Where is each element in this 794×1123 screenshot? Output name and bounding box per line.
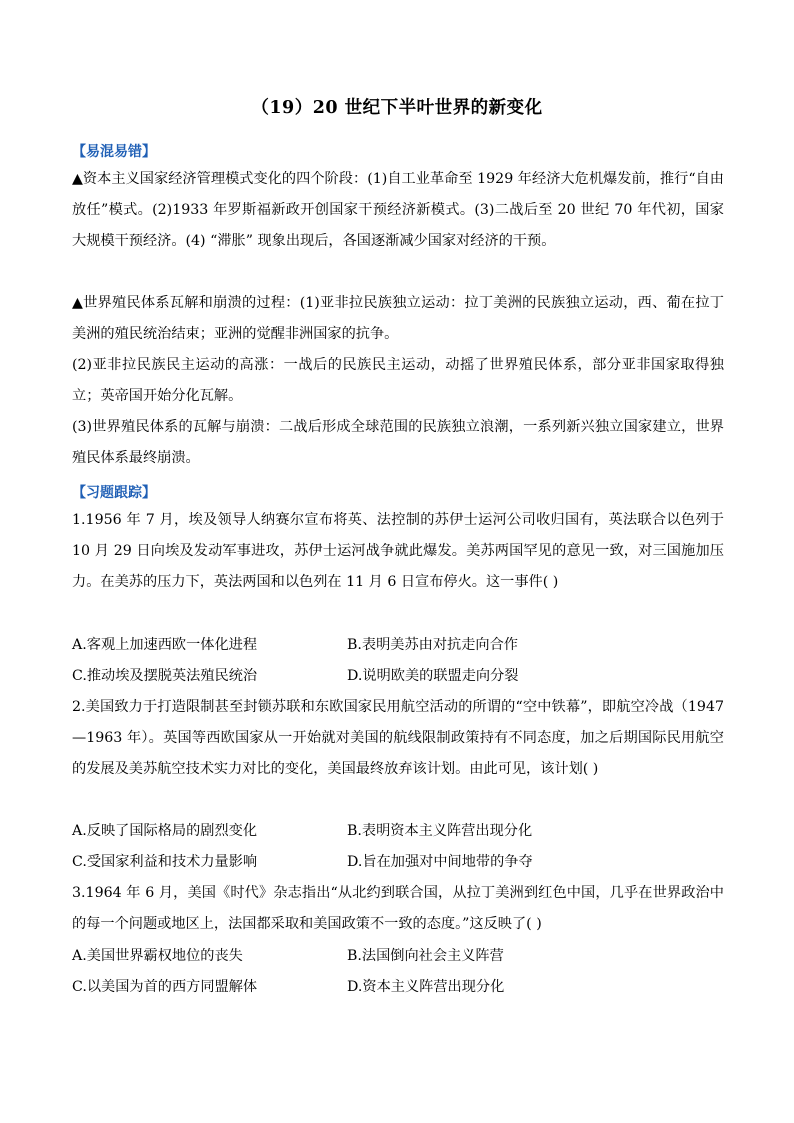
question-1-option-c: C.推动埃及摆脱英法殖民统治	[72, 668, 258, 684]
section-heading-errors: 【易混易错】	[72, 144, 156, 160]
question-3-option-d: D.资本主义阵营出现分化	[347, 979, 505, 995]
question-1-option-d: D.说明欧美的联盟走向分裂	[347, 668, 519, 684]
question-1-stem: 1.1956 年 7 月，埃及领导人纳赛尔宣布将英、法控制的苏伊士运河公司收归国有，英法联合以色列于 10 月 29 日向埃及发动军事进攻，苏伊士运河战争就此爆发。美苏两国罕见的意见一致，对三国施加压力。在美苏的压力下，英法两国和以色列在 11 月 6 日宣布停火。这一事件( )	[72, 512, 724, 590]
question-3-option-a: A.美国世界霸权地位的丧失	[72, 948, 243, 964]
question-2-stem: 2.美国致力于打造限制甚至封锁苏联和东欧国家民用航空活动的所谓的“空中铁幕”，即航空冷战（1947—1963 年）。英国等西欧国家从一开始就对美国的航线限制政策持有不同态度，加之后期国际民用航空的发展及美苏航空技术实力对比的变化，美国最终放弃该计划。由此可见，该计划( )	[72, 699, 724, 777]
page-title: （19）20 世纪下半叶世界的新变化	[251, 98, 543, 118]
error-point-colonial-stage-3: (3)世界殖民体系的瓦解与崩溃：二战后形成全球范围的民族独立浪潮，一系列新兴独立国家建立，世界殖民体系最终崩溃。	[72, 419, 724, 466]
question-2-option-c: C.受国家利益和技术力量影响	[72, 854, 258, 870]
question-2-option-b: B.表明资本主义阵营出现分化	[347, 823, 533, 839]
question-1-option-a: A.客观上加速西欧一体化进程	[72, 637, 258, 653]
error-point-economic-models: ▲资本主义国家经济管理模式变化的四个阶段：(1)自工业革命至 1929 年经济大危机爆发前，推行“自由放任”模式。(2)1933 年罗斯福新政开创国家干预经济新模式。(3)二战后至 20 世纪 70 年代初，国家大规模干预经济。(4) “滞胀” 现象出现后，各国逐渐减少国家对经济的干预。	[72, 171, 724, 249]
question-3-stem: 3.1964 年 6 月，美国《时代》杂志指出“从北约到联合国，从拉丁美洲到红色中国，几乎在世界政治中的每一个问题或地区上，法国都采取和美国政策不一致的态度。”这反映了( )	[72, 885, 724, 932]
section-heading-practice: 【习题跟踪】	[72, 485, 156, 501]
error-point-colonial-system: ▲世界殖民体系瓦解和崩溃的过程：(1)亚非拉民族独立运动：拉丁美洲的民族独立运动，西、葡在拉丁美洲的殖民统治结束；亚洲的觉醒非洲国家的抗争。	[72, 295, 724, 342]
question-2-option-a: A.反映了国际格局的剧烈变化	[72, 823, 258, 839]
question-3-option-c: C.以美国为首的西方同盟解体	[72, 979, 258, 995]
error-point-colonial-stage-2: (2)亚非拉民族民主运动的高涨：一战后的民族民主运动，动摇了世界殖民体系，部分亚非国家取得独立；英帝国开始分化瓦解。	[72, 357, 724, 404]
question-1-option-b: B.表明美苏由对抗走向合作	[347, 637, 518, 653]
question-2-option-d: D.旨在加强对中间地带的争夺	[347, 854, 533, 870]
question-3-option-b: B.法国倒向社会主义阵营	[347, 948, 504, 964]
